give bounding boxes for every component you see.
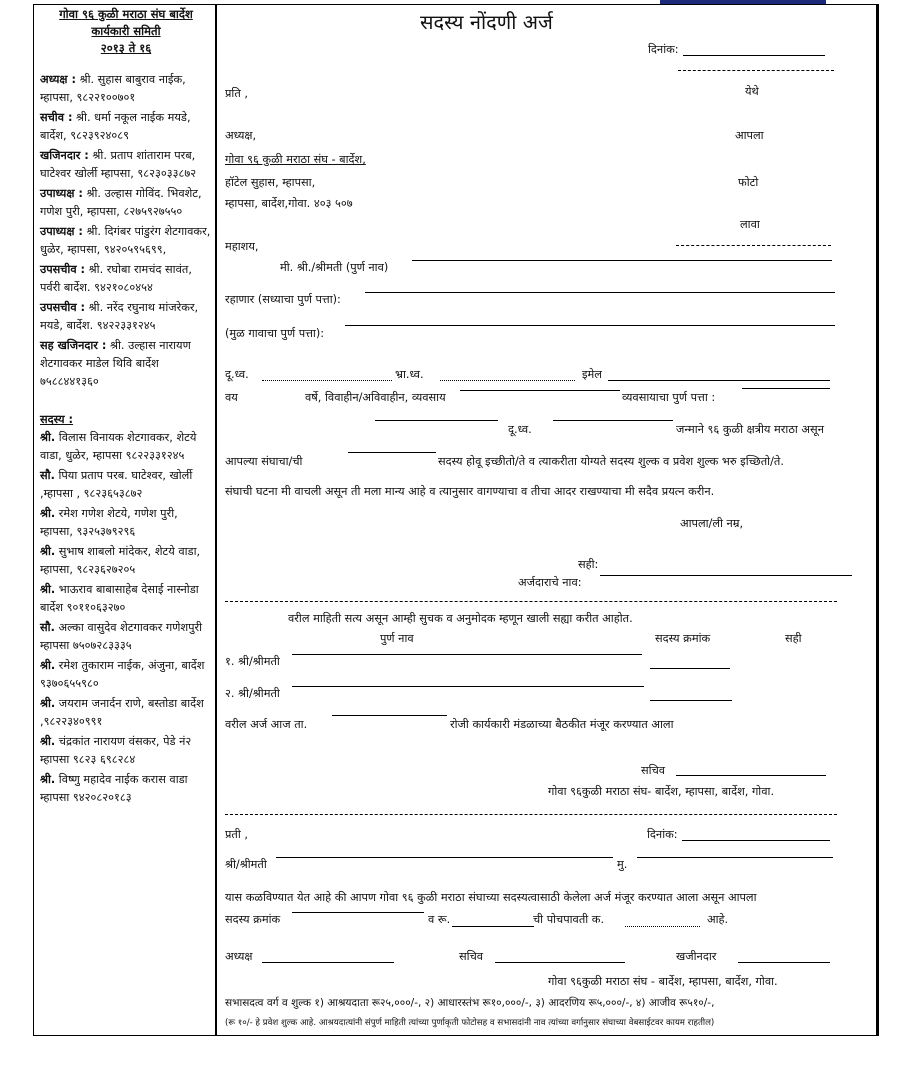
member-role: श्री. xyxy=(40,659,56,672)
business-address-label: व्यवसायाचा पुर्ण पत्ता : xyxy=(622,391,716,404)
mu-field[interactable] xyxy=(637,857,833,858)
photo-underline xyxy=(676,245,831,246)
receipt-text: ची पोचपावती क. xyxy=(533,913,605,926)
email-label: इमेल xyxy=(582,368,602,381)
fees-note: (रू १०/- हे प्रवेश शुल्क आहे. आश्रयदात्यांनी संपुर्ण माहिती त्यांच्या पुर्णाकृती फोटोसह व सभासदांनी नाव त्यांच्या वर्गानुसार संघाच्या वेबसाईटवर कायम राहतील) xyxy=(225,1018,715,1028)
here-label: येथे xyxy=(745,85,759,98)
member-role: सौ. xyxy=(40,621,55,634)
list-item xyxy=(40,505,212,541)
member-role: उपाध्यक्ष : xyxy=(40,187,83,200)
phone-field[interactable] xyxy=(262,380,392,381)
member-role: उपाध्यक्ष : xyxy=(40,225,83,238)
member-role: अध्यक्ष : xyxy=(40,73,76,86)
member-details: श्री. रघोबा रामचंद सावंत, पर्वरी बार्देश. ९४२१०८०४५४ xyxy=(40,263,192,294)
constitution-text: संघाची घटना मी वाचली असून ती मला मान्य आहे व त्यानुसार वागण्याचा व तीचा आदर राखण्याचा मी सदैव प्रयत्न करीन. xyxy=(225,485,715,498)
list-item xyxy=(40,147,212,183)
list-item xyxy=(40,733,212,769)
member-role: श्री. xyxy=(40,735,56,748)
sig-secretary-label: सचिव xyxy=(459,950,484,963)
residence-field[interactable] xyxy=(365,292,835,293)
member-details: विलास विनायक शेटगावकर, शेटये वाडा, धुळेर, म्हापसा ९८२२३३१२४५ xyxy=(40,431,197,462)
committee-list xyxy=(40,71,212,391)
member-details: भाऊराव बाबासाहेब देसाई नास्नोडा बार्देश ९०११०६३२७० xyxy=(40,583,199,614)
member-role: श्री. xyxy=(40,583,56,596)
list-item xyxy=(40,467,212,503)
member-details: चंद्रकांत नारायण वंसकर, पेडे नं२ म्हापसा ९८२३ ६९८२८४ xyxy=(40,735,192,766)
phone2-field[interactable] xyxy=(553,420,673,421)
years-label: वर्षे, विवाहीन/अविवाहीन, व्यवसाय xyxy=(305,391,446,404)
org-address-3: म्हापसा, बार्देश,गोवा. ४०३ ५०७ xyxy=(225,197,353,210)
list-item xyxy=(40,695,212,731)
member-role: सचीव : xyxy=(40,111,73,124)
member-details: जयराम जनार्दन राणे, बस्तोडा बार्देश ,९८२२३४०९९१ xyxy=(40,697,204,728)
org-heading xyxy=(40,6,212,57)
verify-text: वरील माहिती सत्य असून आम्ही सुचक व अनुमोदक म्हणून खाली सह्या करीत आहोत. xyxy=(288,612,633,625)
born-text: जन्माने ९६ कुळी क्षत्रीय मराठा असून xyxy=(676,423,824,436)
sangh-field[interactable] xyxy=(348,452,436,453)
member-role: श्री. xyxy=(40,431,56,444)
list-item xyxy=(40,771,212,807)
row1-member-no-field[interactable] xyxy=(650,668,730,669)
sig-president-label: अध्यक्ष xyxy=(225,950,253,963)
applicant-name-label: अर्जदाराचे नाव: xyxy=(518,576,582,589)
secretary-sign-field[interactable] xyxy=(676,775,826,776)
member-role: उपसचीव : xyxy=(40,263,86,276)
list-item xyxy=(40,109,212,145)
phone-label: दू.ध्व. xyxy=(225,368,249,381)
name-field[interactable] xyxy=(412,260,832,261)
list-item xyxy=(40,223,212,259)
sign-label: सही: xyxy=(578,558,599,571)
member-details: पिया प्रताप परब. घाटेश्वर, खोर्ली ,म्हापसा , ९८२३६५३८७२ xyxy=(40,469,193,500)
member-details: श्री. धर्मा नकूल नाईक मयडे, बार्देश, ९८२३९२४०८९ xyxy=(40,111,191,142)
member-details: श्री. उल्हास नारायण शेटगावकर माडेल थिवि बार्देश ७५८८४४१३६० xyxy=(40,339,191,388)
row2-label: २. श्री/श्रीमती xyxy=(225,687,280,700)
notice-line-1: यास कळविण्यात येत आहे की आपण गोवा ९६ कुळी मराठा संघाच्या सदस्यत्वासाठी केलेला अर्ज मंजूर करण्यात आला असून आपला xyxy=(225,891,757,904)
row2-name-field[interactable] xyxy=(292,686,644,687)
org-term: २०१३ ते १६ xyxy=(100,41,152,55)
date2-field[interactable] xyxy=(682,840,830,841)
mu-label: मु. xyxy=(617,858,628,871)
fees-line: सभासदत्व वर्ग व शुल्क १) आश्रयदाता रू२५,०००/-, २) आधारस्तंभ रू१०,०००/-, ३) आदरणिय रू५,०००/-, ४) आजीव रू५१०/-, xyxy=(225,997,715,1009)
business-address-field[interactable] xyxy=(742,388,830,389)
row1-label: १. श्री/श्रीमती xyxy=(225,655,280,668)
sangh-label: आपल्या संघाचा/ची xyxy=(225,455,303,468)
list-item xyxy=(40,543,212,579)
mobile-field[interactable] xyxy=(440,380,575,381)
approve-prefix: वरील अर्ज आज ता. xyxy=(225,718,308,731)
form-title: सदस्य नोंदणी अर्ज xyxy=(420,10,553,34)
member-details: श्री. नरेंद रघुनाथ मांजरेकर, मयडे, बार्देश. ९४२२३३१२४५ xyxy=(40,301,199,332)
list-item xyxy=(40,619,212,655)
org-footer: गोवा ९६कुळी मराठा संघ- बार्देश, म्हापसा, बार्देश, गोवा. xyxy=(548,785,775,798)
org-committee: कार्यकारी समिती xyxy=(91,24,161,38)
list-item xyxy=(40,261,212,297)
member-details: रमेश गणेश शेटये, गणेश पुरी, म्हापसा, ९३२५३७९२९६ xyxy=(40,507,178,538)
sig-president-field[interactable] xyxy=(262,962,394,963)
member-role: सौ. xyxy=(40,469,55,482)
row2-member-no-field[interactable] xyxy=(650,700,732,701)
date-label: दिनांक: xyxy=(648,43,679,56)
name-label: मी. श्री./श्रीमती (पुर्ण नाव) xyxy=(280,261,389,274)
sig-treasurer-field[interactable] xyxy=(738,962,830,963)
list-item xyxy=(40,581,212,617)
mobile-label: भ्रा.ध्व. xyxy=(395,368,424,381)
shri2-label: श्री/श्रीमती xyxy=(225,858,267,871)
member-role: श्री. xyxy=(40,507,56,520)
age-label: वय xyxy=(225,391,238,404)
native-address-label: (मुळ गावाचा पुर्ण पत्ता): xyxy=(225,327,325,340)
org-address-1: गोवा ९६ कुळी मराठा संघ - बार्देश, xyxy=(225,153,366,166)
members-heading: सदस्य : xyxy=(40,413,74,426)
org-name: गोवा ९६ कुळी मराठा संघ बार्देश xyxy=(59,7,193,21)
phone2-label: दू.ध्व. xyxy=(508,423,532,436)
col-full-name: पुर्ण नाव xyxy=(380,632,414,645)
member-no-field[interactable] xyxy=(292,912,424,913)
members-list xyxy=(40,429,212,807)
list-item xyxy=(40,299,212,335)
president-label: अध्यक्ष, xyxy=(225,129,257,142)
list-item xyxy=(40,657,212,693)
rs-label: व रू. xyxy=(428,913,451,926)
committee-column xyxy=(40,6,212,809)
to2-label: प्रती , xyxy=(225,828,248,841)
approve-date-field[interactable] xyxy=(332,715,447,716)
col-sign: सही xyxy=(785,632,802,645)
org-address-2: हॉटेल सुहास, म्हापसा, xyxy=(225,176,316,189)
list-item xyxy=(40,337,212,391)
address-line-field[interactable] xyxy=(375,420,498,421)
member-details: सुभाष शाबलो मांदेकर, शेटये वाडा, म्हापसा, ९८२३६२७२०५ xyxy=(40,545,201,576)
yours-label: आपला/ली नम्र, xyxy=(680,517,744,530)
business-field[interactable] xyxy=(460,390,620,391)
shri2-name-field[interactable] xyxy=(276,857,613,858)
photo-line-1: आपला xyxy=(735,129,764,142)
photo-line-3: लावा xyxy=(740,218,760,231)
row1-name-field[interactable] xyxy=(292,654,642,655)
photo-line-2: फोटो xyxy=(738,176,759,189)
right-edge-line xyxy=(877,4,879,1036)
member-role: सह खजिनदार : xyxy=(40,339,107,352)
member-role: श्री. xyxy=(40,697,56,710)
list-item xyxy=(40,429,212,465)
approve-text: रोजी कार्यकारी मंडळाच्या बैठकीत मंजूर करण्यात आला xyxy=(450,718,674,731)
secretary-label: सचिव xyxy=(641,764,666,777)
is-text: आहे. xyxy=(707,913,729,926)
list-item xyxy=(40,71,212,107)
member-role: खजिनदार : xyxy=(40,149,89,162)
email-field[interactable] xyxy=(608,380,830,381)
sig-treasurer-label: खजीनदार xyxy=(676,950,717,963)
native-address-field[interactable] xyxy=(345,325,835,326)
member-details: विष्णु महादेव नाईक करास वाडा म्हापसा ९४२०८२०१८३ xyxy=(40,773,188,804)
date-underline xyxy=(678,70,834,71)
member-role: श्री. xyxy=(40,545,56,558)
section-separator-2 xyxy=(225,814,837,815)
member-details: अल्का वासुदेव शेटगावकर गणेशपुरी म्हापसा ७५०७२८३३३५ xyxy=(40,621,203,652)
applicant-name-field[interactable] xyxy=(600,575,852,576)
date2-label: दिनांक: xyxy=(647,828,678,841)
member-details: श्री. सुहास बाबुराव नाईक, म्हापसा, ९८२२१००७०१ xyxy=(40,73,186,104)
member-details: श्री. प्रताप शांताराम परब, घाटेश्वर खोर्ली म्हापसा, ९८२३०३३८७२ xyxy=(40,149,197,180)
date-field[interactable] xyxy=(683,55,825,56)
member-details: श्री. उल्हास गोविंद. भिवशेट, गणेश पुरी, म्हापसा, ८२७५९२७५५० xyxy=(40,187,202,218)
member-want-text: सदस्य होवू इच्छीतो/ते व त्याकरीता योग्यते सदस्य शुल्क व प्रवेश शुल्क भरु इच्छितो/ते. xyxy=(438,455,784,468)
member-role: श्री. xyxy=(40,773,56,786)
member-no-label: सदस्य क्रमांक xyxy=(225,913,281,926)
member-details: श्री. दिगंबर पांडुरंग शेटगावकर, धुळेर, म्हापसा, ९४२०५९५६९९, xyxy=(40,225,211,256)
section-separator-1 xyxy=(225,601,837,602)
member-details: रमेश तुकाराम नाईक, अंजुना, बार्देश ९३७०६५५९८० xyxy=(40,659,205,690)
org-footer-2: गोवा ९६कुळी मराठा संघ - बार्देश, म्हापसा, बार्देश, गोवा. xyxy=(548,975,778,988)
sir-label: महाशय, xyxy=(225,240,259,253)
col-member-no: सदस्य क्रमांक xyxy=(655,632,711,645)
to-label: प्रति , xyxy=(225,87,248,100)
receipt-field[interactable] xyxy=(625,926,700,927)
residence-label: रहाणार (सध्याचा पुर्ण पत्ता): xyxy=(225,293,341,306)
rs-field[interactable] xyxy=(452,926,534,927)
list-item xyxy=(40,185,212,221)
member-role: उपसचीव : xyxy=(40,301,86,314)
column-divider xyxy=(215,4,217,1036)
sig-secretary-field[interactable] xyxy=(495,962,625,963)
